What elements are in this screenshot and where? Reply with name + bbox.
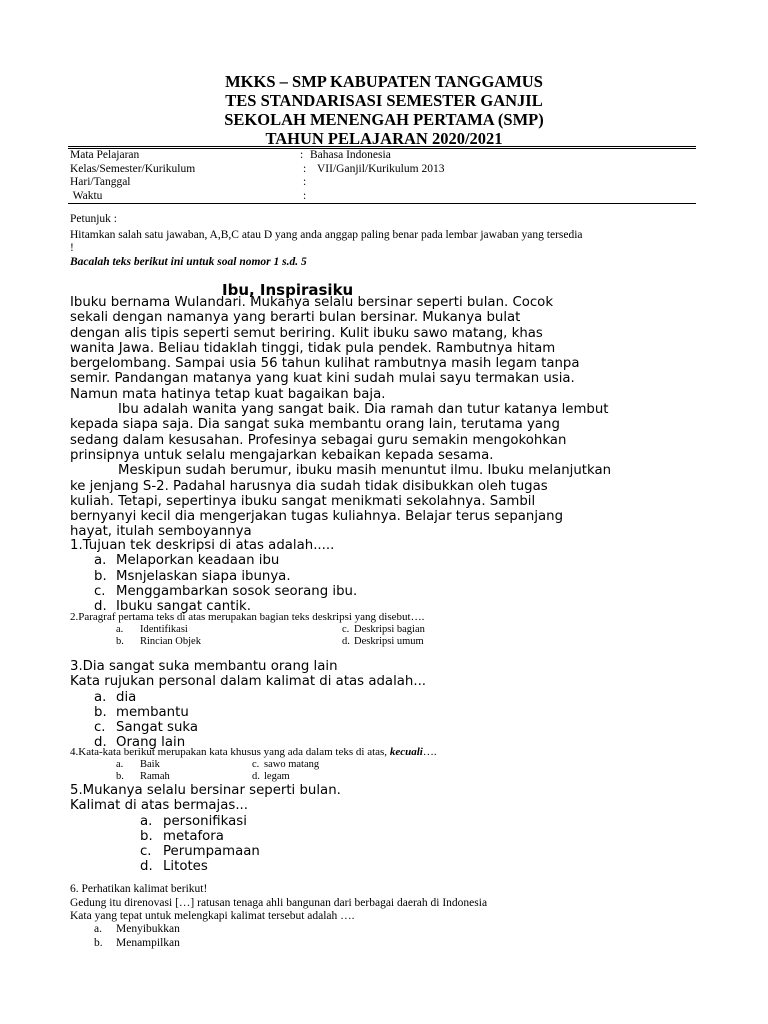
option-text: Litotes xyxy=(163,859,208,875)
info-colon: : xyxy=(303,176,307,188)
option-text[interactable]: legam xyxy=(264,771,290,782)
option-text: Melaporkan keadaan ibu xyxy=(116,553,280,569)
option-key: d. xyxy=(94,735,107,751)
option-key[interactable]: b. xyxy=(116,636,124,647)
passage-line: ke jenjang S-2. Padahal harusnya dia sudah tidak disibukkan oleh tugas xyxy=(70,478,548,494)
passage-line: Ibuku bernama Wulandari. Mukanya selalu bersinar seperti bulan. Cocok xyxy=(70,295,554,310)
header-rule-top xyxy=(68,146,696,147)
option-text[interactable]: Baik xyxy=(140,758,160,770)
option-key[interactable]: a. xyxy=(116,623,124,635)
answer-option[interactable] xyxy=(70,923,487,938)
question-2 xyxy=(70,611,424,649)
passage-line: sedang dalam kesusahan. Profesinya sebagai guru semakin mengokohkan xyxy=(70,432,567,448)
answer-option[interactable] xyxy=(70,553,334,568)
question-emphasis: kecuali xyxy=(389,746,423,758)
passage-line: sekali dengan namanya yang berarti bulan bersinar. Mukanya bulat xyxy=(70,310,521,326)
option-key[interactable]: c. xyxy=(252,758,260,770)
question-stem: Kata yang tepat untuk melengkapi kalimat tersebut adalah …. xyxy=(70,910,355,922)
option-key: c. xyxy=(94,720,106,736)
answer-option-row xyxy=(70,771,437,784)
passage-line: hayat, itulah semboyannya xyxy=(70,524,252,540)
passage-line: dengan alis tipis seperti semut beriring. Kulit ibuku sawo matang, khas xyxy=(70,325,543,341)
option-key: b. xyxy=(94,704,107,720)
answer-option[interactable] xyxy=(70,720,426,735)
exam-info-table xyxy=(70,149,670,203)
answer-option[interactable] xyxy=(70,859,341,874)
answer-option-row xyxy=(70,624,424,637)
answer-option[interactable] xyxy=(70,569,334,584)
answer-option[interactable] xyxy=(70,844,341,859)
question-stem: 3.Dia sangat suka membantu orang lain xyxy=(70,659,338,674)
passage-line: wanita Jawa. Beliau tidaklah tinggi, tidak pula pendek. Rambutnya hitam xyxy=(70,340,556,356)
option-text: dia xyxy=(116,689,137,705)
option-text: metafora xyxy=(163,828,224,844)
info-value: Bahasa Indonesia xyxy=(310,149,391,161)
option-key[interactable]: d. xyxy=(252,771,260,782)
passage-text xyxy=(70,295,710,540)
question-1 xyxy=(70,538,358,615)
question-stem: 5.Mukanya selalu bersinar seperti bulan. xyxy=(70,783,341,798)
question-3 xyxy=(70,659,426,751)
info-colon: : xyxy=(303,189,307,202)
question-6 xyxy=(70,883,487,952)
header-line-2: TES STANDARISASI SEMESTER GANJIL xyxy=(225,91,543,110)
passage-line: Meskipun sudah berumur, ibuku masih menuntut ilmu. Ibuku melanjutkan xyxy=(118,463,612,479)
option-text: Perumpamaan xyxy=(163,844,260,860)
reading-instruction: Bacalah teks berikut ini untuk soal nomor 1 s.d. 5 xyxy=(70,255,307,268)
option-text: Menampilkan xyxy=(116,937,180,949)
option-text[interactable]: Rincian Objek xyxy=(140,636,201,647)
header-line-1: MKKS – SMP KABUPATEN TANGGAMUS xyxy=(225,72,543,91)
option-text[interactable]: Identifikasi xyxy=(140,623,188,635)
option-text: membantu xyxy=(116,704,189,720)
passage-line: Namun mata hatinya tetap kuat bagaikan baja. xyxy=(70,386,386,402)
option-key: a. xyxy=(94,922,102,935)
question-stem-tail: …. xyxy=(422,746,437,758)
question-stem xyxy=(70,746,437,759)
option-key[interactable]: d. xyxy=(342,636,350,647)
passage-line: prinsipnya untuk selalu mengajarkan kebaikan kepada sesama. xyxy=(70,447,494,463)
passage-line: bergelombang. Sampai usia 56 tahun kulihat rambutnya masih legam tanpa xyxy=(70,356,580,372)
question-stem: 1.Tujuan tek deskripsi di atas adalah..... xyxy=(70,538,335,553)
info-value: VII/Ganjil/Kurikulum 2013 xyxy=(317,162,445,175)
answer-option[interactable] xyxy=(70,829,341,844)
exam-header xyxy=(0,72,768,148)
answer-option-row xyxy=(70,636,424,649)
question-stem-text: 4.Kata-kata berikut merupakan kata khusus yang ada dalam teks di atas, xyxy=(70,746,388,758)
info-label: Waktu xyxy=(70,189,103,202)
info-row xyxy=(70,190,670,204)
option-key: c. xyxy=(140,844,152,860)
option-key[interactable]: a. xyxy=(116,758,124,770)
answer-option[interactable] xyxy=(70,937,487,952)
info-row xyxy=(70,176,670,190)
passage-line: kuliah. Tetapi, sepertinya ibuku sangat menikmati sekolahnya. Sambil xyxy=(70,493,536,509)
info-colon: : xyxy=(303,162,307,175)
question-stem: Gedung itu direnovasi […] ratusan tenaga ahli bangunan dari berbagai daerah di Indonesia xyxy=(70,896,488,909)
option-text: Ibuku sangat cantik. xyxy=(116,599,251,615)
option-key: b. xyxy=(140,828,153,844)
option-text: personifikasi xyxy=(163,813,247,829)
option-text: Sangat suka xyxy=(116,720,199,736)
answer-option[interactable] xyxy=(70,814,341,829)
option-text[interactable]: sawo matang xyxy=(264,758,320,770)
instructions xyxy=(70,213,700,269)
passage-line: bernyanyi kecil dia mengerjakan tugas kuliahnya. Belajar terus sepanjang xyxy=(70,509,564,525)
passage-line: semir. Pandangan matanya yang kuat kini sudah mulai sayu termakan usia. xyxy=(70,371,575,387)
option-key: a. xyxy=(94,553,107,569)
passage-line: kepada siapa saja. Dia sangat suka membantu orang lain, terutama yang xyxy=(70,417,560,433)
info-colon: : xyxy=(300,149,304,161)
option-text: Msnjelaskan siapa ibunya. xyxy=(116,568,291,584)
info-row xyxy=(70,149,670,163)
option-text[interactable]: Deskripsi umum xyxy=(354,636,424,647)
option-text: Orang lain xyxy=(116,735,186,751)
answer-option[interactable] xyxy=(70,705,426,720)
option-text: Menyibukkan xyxy=(116,922,180,935)
instructions-exclamation: ! xyxy=(70,242,74,254)
question-5 xyxy=(70,783,341,875)
answer-option-row xyxy=(70,759,437,772)
instructions-label: Petunjuk : xyxy=(70,213,117,225)
info-label: Hari/Tanggal xyxy=(70,176,131,188)
passage-line: Ibu adalah wanita yang sangat baik. Dia ramah dan tutur katanya lembut xyxy=(118,402,609,418)
option-key: b. xyxy=(94,568,107,584)
question-stem: 2.Paragraf pertama teks di atas merupakan bagian teks deskripsi yang disebut…. xyxy=(70,611,425,623)
info-label: Kelas/Semester/Kurikulum xyxy=(70,162,196,175)
answer-option[interactable] xyxy=(70,583,358,599)
info-rule-bottom xyxy=(68,203,696,204)
option-key: a. xyxy=(140,813,153,829)
option-key[interactable]: c. xyxy=(342,623,350,635)
option-text[interactable]: Ramah xyxy=(140,771,170,782)
info-row xyxy=(70,163,670,177)
option-text[interactable]: Deskripsi bagian xyxy=(354,623,425,635)
option-key: d. xyxy=(140,859,153,875)
question-stem: Kalimat di atas bermajas... xyxy=(70,798,248,814)
instructions-text: Hitamkan salah satu jawaban, A,B,C atau D yang anda anggap paling benar pada lembar jawaban yang tersedia xyxy=(70,228,583,241)
info-label: Mata Pelajaran xyxy=(70,149,140,161)
question-stem: 6. Perhatikan kalimat berikut! xyxy=(70,883,208,895)
question-stem: Kata rujukan personal dalam kalimat di atas adalah... xyxy=(70,674,427,690)
answer-option[interactable] xyxy=(70,690,426,705)
option-text: Menggambarkan sosok seorang ibu. xyxy=(116,583,358,599)
option-key: b. xyxy=(94,937,103,949)
option-key: a. xyxy=(94,689,107,705)
header-line-3: SEKOLAH MENENGAH PERTAMA (SMP) xyxy=(224,110,544,129)
header-line-4: TAHUN PELAJARAN 2020/2021 xyxy=(265,129,503,148)
option-key: c. xyxy=(94,583,106,599)
option-key[interactable]: b. xyxy=(116,771,124,782)
option-key: d. xyxy=(94,599,107,615)
passage-title: Ibu, Inspirasiku xyxy=(222,281,354,299)
question-4 xyxy=(70,746,437,784)
